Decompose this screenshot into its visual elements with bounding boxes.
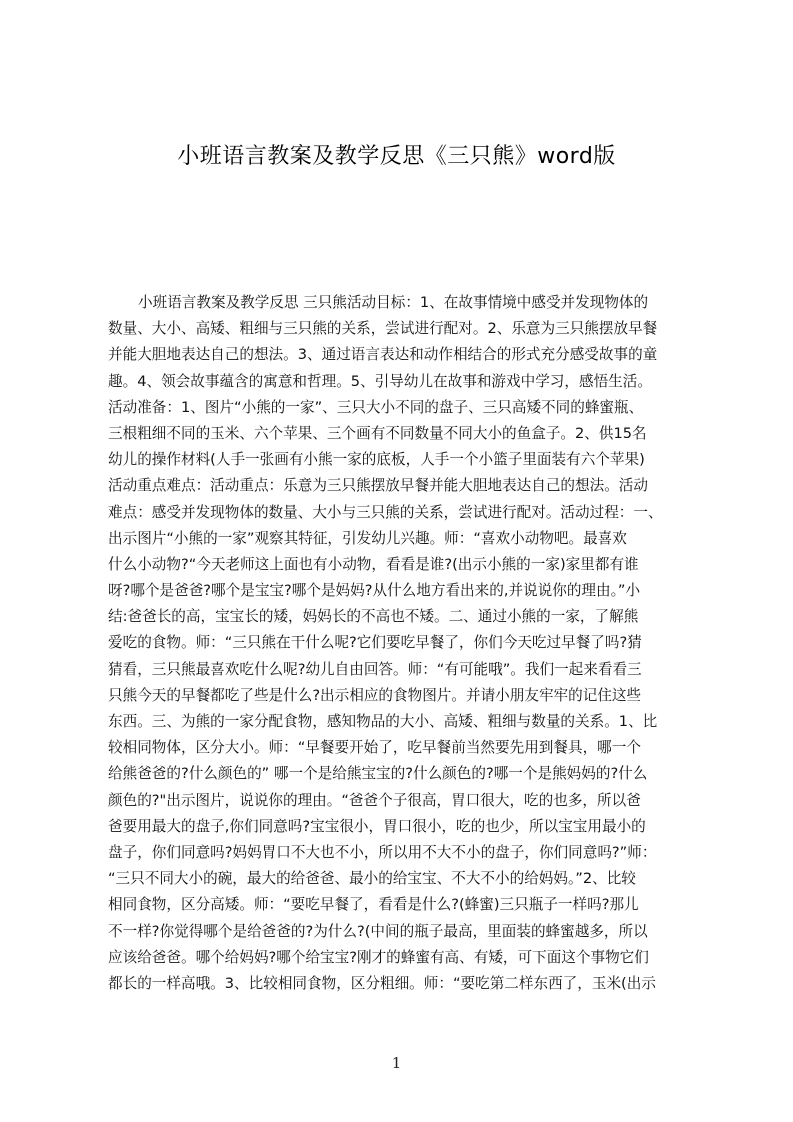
text-line: 出示图片“小熊的一家”观察其特征，引发幼儿兴趣。师：“喜欢小动物吧。最喜欢 xyxy=(108,529,627,547)
text-line: 较相同物体，区分大小。师：“早餐要开始了，吃早餐前当然要先用到餐具，哪一个 xyxy=(108,739,641,757)
document-title: 小班语言教案及教学反思《三只熊》word版 xyxy=(177,144,616,169)
text-line: 应该给爸爸。哪个给妈妈?哪个给宝宝?刚才的蜂蜜有高、有矮，可下面这个事物它们 xyxy=(108,948,649,966)
text-line: 趣。4、领会故事蕴含的寓意和哲理。5、引导幼儿在故事和游戏中学习，感悟生活。 xyxy=(108,372,652,390)
text-line: 不一样?你觉得哪个是给爸爸的?为什么?(中间的瓶子最高，里面装的蜂蜜越多，所以 xyxy=(108,922,648,940)
text-line: 爱吃的食物。师：“三只熊在干什么呢?它们要吃早餐了，你们今天吃过早餐了吗?猜 xyxy=(108,634,642,652)
text-line: 数量、大小、高矮、粗细与三只熊的关系，尝试进行配对。2、乐意为三只熊摆放早餐 xyxy=(108,320,658,338)
text-line: 颜色的?"出示图片，说说你的理由。“爸爸个子很高，胃口很大，吃的也多，所以爸 xyxy=(108,791,641,809)
text-line: 三根粗细不同的玉米、六个苹果、三个画有不同数量不同大小的鱼盒子。2、供15名 xyxy=(108,424,647,442)
text-line: 并能大胆地表达自己的想法。3、通过语言表达和动作相结合的形式充分感受故事的童 xyxy=(108,346,658,364)
text-line: 难点：感受并发现物体的数量、大小与三只熊的关系，尝试进行配对。活动过程：一、 xyxy=(108,503,663,521)
text-line: 呀?哪个是爸爸?哪个是宝宝?哪个是妈妈?从什么地方看出来的,并说说你的理由。”小 xyxy=(108,582,641,600)
page-number: 1 xyxy=(391,1054,402,1072)
text-line: 结:爸爸长的高，宝宝长的矮，妈妈长的不高也不矮。二、通过小熊的一家，了解熊 xyxy=(108,608,639,626)
text-line: 都长的一样高哦。3、比较相同食物，区分粗细。师：“要吃第二样东西了，玉米(出示 xyxy=(108,974,656,992)
text-line: 什么小动物?“今天老师这上面也有小动物，看看是谁?(出示小熊的一家)家里都有谁 xyxy=(108,555,639,573)
text-line: 相同食物，区分高矮。师：“要吃早餐了，看看是什么?(蜂蜜)三只瓶子一样吗?那儿 xyxy=(108,896,639,914)
text-line: 活动重点难点：活动重点：乐意为三只熊摆放早餐并能大胆地表达自己的想法。活动 xyxy=(108,477,648,495)
text-line: 小班语言教案及教学反思 三只熊活动目标：1、在故事情境中感受并发现物体的 xyxy=(138,294,649,311)
text-line: 给熊爸爸的?什么颜色的” 哪一个是给熊宝宝的?什么颜色的?哪一个是熊妈妈的?什么 xyxy=(108,765,648,783)
text-line: 爸要用最大的盘子,你们同意吗?宝宝很小，胃口很小，吃的也少，所以宝宝用最小的 xyxy=(108,817,646,835)
text-line: 幼儿的操作材料(人手一张画有小熊一家的底板，人手一个小篮子里面装有六个苹果) xyxy=(108,451,645,469)
text-line: “三只不同大小的碗，最大的给爸爸、最小的给宝宝、不大不小的给妈妈。”2、比较 xyxy=(108,870,636,888)
body-paragraph xyxy=(108,290,696,997)
text-line: 只熊今天的早餐都吃了些是什么?出示相应的食物图片。并请小朋友牢牢的记住这些 xyxy=(108,686,642,704)
text-line: 盘子，你们同意吗?妈妈胃口不大也不小，所以用不大不小的盘子，你们同意吗?”师： xyxy=(108,843,657,861)
text-line: 活动准备：1、图片“小熊的一家”、三只大小不同的盘子、三只高矮不同的蜂蜜瓶、 xyxy=(108,398,644,416)
text-line: 猜看，三只熊最喜欢吃什么呢?幼儿自由回答。师：“有可能哦”。我们一起来看看三 xyxy=(108,660,642,678)
text-line: 东西。三、为熊的一家分配食物，感知物品的大小、高矮、粗细与数量的关系。1、比 xyxy=(108,713,658,730)
